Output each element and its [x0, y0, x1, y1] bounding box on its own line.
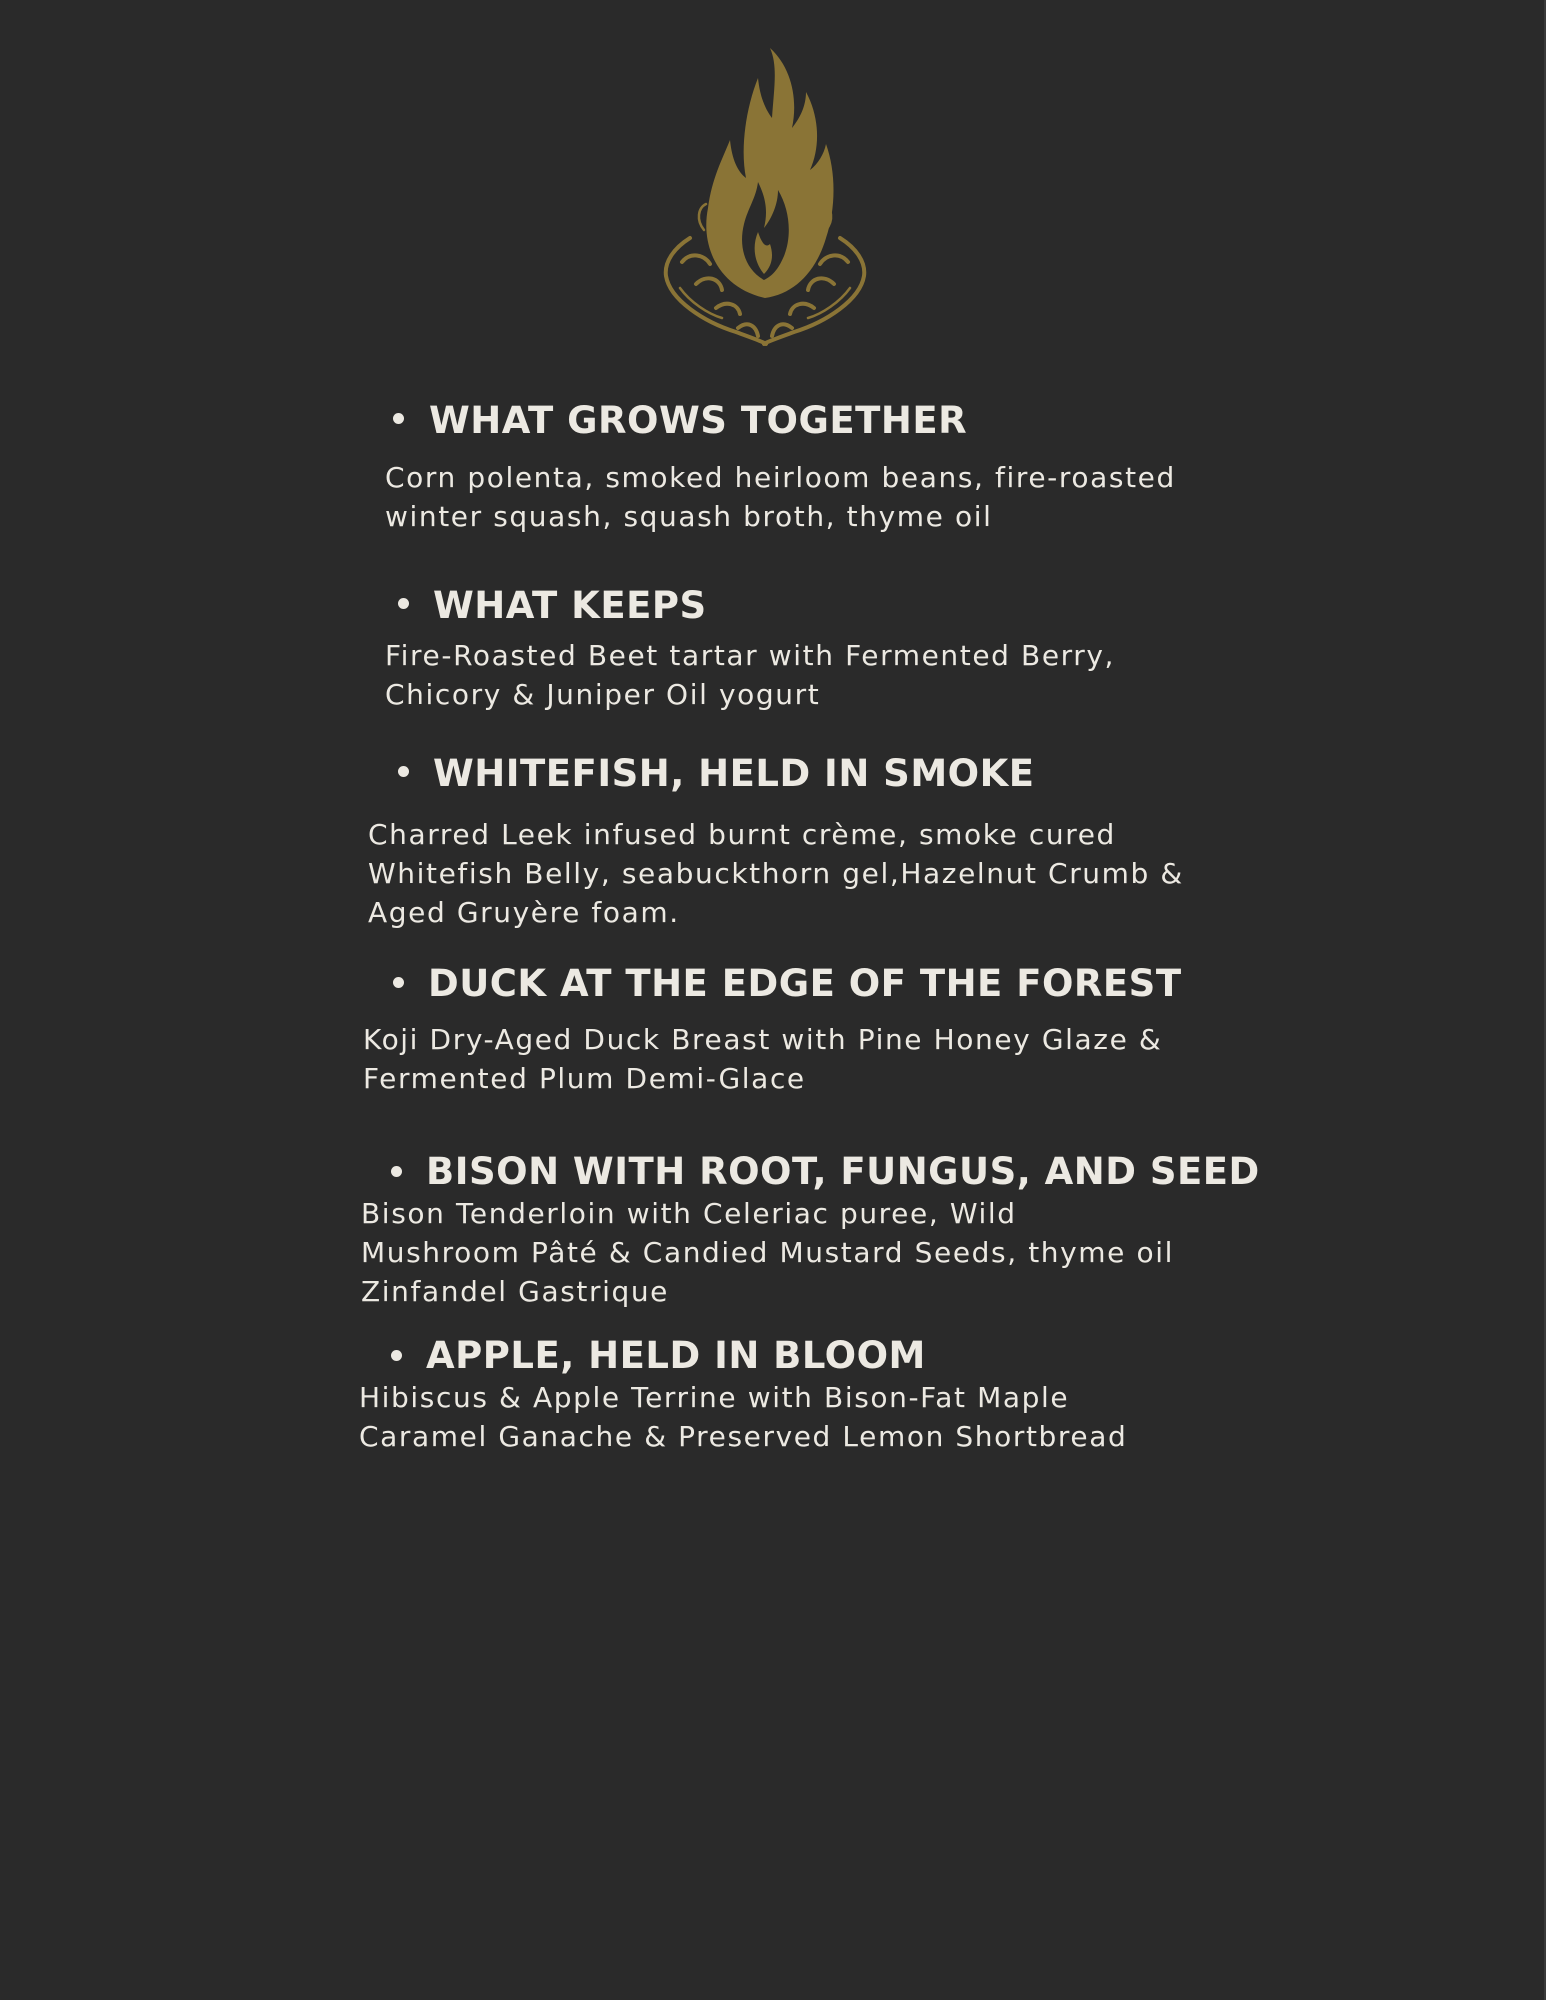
description-line: Fermented Plum Demi-Glace — [363, 1062, 806, 1095]
bullet-dot — [393, 413, 404, 424]
description-line: Hibiscus & Apple Terrine with Bison-Fat Maple — [359, 1381, 1070, 1414]
description-line: Aged Gruyère foam. — [368, 896, 680, 929]
course-description — [385, 458, 1176, 536]
description-line: Zinfandel Gastrique — [361, 1275, 670, 1308]
course-title: BISON WITH ROOT, FUNGUS, AND SEED — [426, 1150, 1260, 1193]
course-description — [359, 1378, 1127, 1456]
description-line: Charred Leek infused burnt crème, smoke cured — [368, 818, 1116, 851]
description-line: Corn polenta, smoked heirloom beans, fire-roasted — [385, 461, 1176, 494]
course-description — [385, 636, 1115, 714]
course-description — [363, 1020, 1162, 1098]
bullet-dot — [393, 977, 404, 988]
course-title: WHITEFISH, HELD IN SMOKE — [433, 752, 1035, 795]
bullet-dot — [391, 1350, 402, 1361]
description-line: Chicory & Juniper Oil yogurt — [385, 678, 821, 711]
description-line: Fire-Roasted Beet tartar with Fermented Berry, — [385, 639, 1116, 672]
course-title: DUCK AT THE EDGE OF THE FOREST — [428, 962, 1182, 1005]
description-line: Mushroom Pâté & Candied Mustard Seeds, thyme oil — [361, 1236, 1175, 1269]
course-title: WHAT KEEPS — [433, 584, 707, 627]
course-description — [368, 815, 1184, 932]
description-line: Bison Tenderloin with Celeriac puree, Wild — [361, 1197, 1017, 1230]
description-line: Caramel Ganache & Preserved Lemon Shortbread — [359, 1420, 1128, 1453]
course-title: APPLE, HELD IN BLOOM — [426, 1334, 926, 1377]
course-title: WHAT GROWS TOGETHER — [429, 399, 968, 442]
description-line: Koji Dry-Aged Duck Breast with Pine Honey Glaze & — [363, 1023, 1163, 1056]
flame-in-cupped-hands-icon — [660, 48, 870, 346]
bullet-dot — [398, 598, 409, 609]
course-description — [361, 1194, 1174, 1311]
description-line: Whitefish Belly, seabuckthorn gel,Hazelnut Crumb & — [368, 857, 1184, 890]
bullet-dot — [391, 1166, 402, 1177]
description-line: winter squash, squash broth, thyme oil — [385, 500, 993, 533]
bullet-dot — [398, 766, 409, 777]
